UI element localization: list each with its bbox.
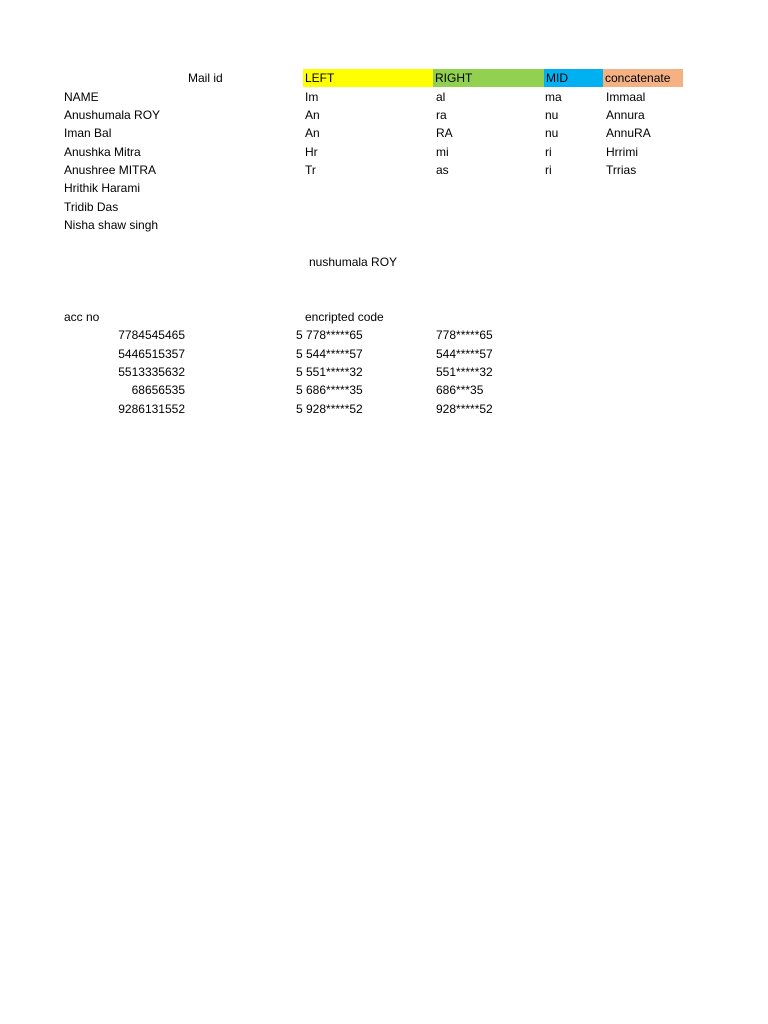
concat-cell[interactable]: Trrias [606, 163, 637, 177]
masked-code-cell[interactable]: 928*****52 [436, 402, 493, 416]
right-header[interactable]: RIGHT [433, 69, 544, 87]
encrypted-code-header[interactable]: encripted code [305, 310, 384, 324]
left-cell[interactable]: Im [305, 90, 319, 104]
right-cell[interactable]: al [436, 90, 446, 104]
mid-cell[interactable]: ri [545, 145, 552, 159]
mid-cell[interactable]: ri [545, 163, 552, 177]
acc-no-cell[interactable]: 68656535 [131, 383, 185, 397]
masked-code-cell[interactable]: 551*****32 [436, 365, 493, 379]
name-cell[interactable]: Anushumala ROY [64, 108, 161, 122]
right-cell[interactable]: RA [436, 126, 453, 140]
name-header[interactable]: NAME [64, 90, 99, 104]
acc-no-cell[interactable]: 5513335632 [118, 365, 185, 379]
mid-cell[interactable]: nu [545, 108, 559, 122]
name-cell[interactable]: Hrithik Harami [64, 181, 141, 195]
left-cell[interactable]: Tr [305, 163, 316, 177]
left-header[interactable]: LEFT [303, 69, 433, 87]
mid-cell[interactable]: nu [545, 126, 559, 140]
mid-header[interactable]: MID [544, 69, 604, 87]
name-cell[interactable]: Tridib Das [64, 200, 119, 214]
encrypted-code-cell[interactable]: 5 544*****57 [296, 347, 363, 361]
encrypted-code-cell[interactable]: 5 778*****65 [296, 328, 363, 342]
mid-cell[interactable]: ma [545, 90, 562, 104]
left-cell[interactable]: Hr [305, 145, 318, 159]
concat-cell[interactable]: Hrrimi [606, 145, 638, 159]
acc-no-header[interactable]: acc no [64, 310, 100, 324]
encrypted-code-cell[interactable]: 5 686*****35 [296, 383, 363, 397]
name-cell[interactable]: Anushka Mitra [64, 145, 141, 159]
acc-no-cell[interactable]: 5446515357 [118, 347, 185, 361]
right-cell[interactable]: ra [436, 108, 447, 122]
extracted-name-cell[interactable]: nushumala ROY [309, 255, 398, 269]
encrypted-code-cell[interactable]: 5 928*****52 [296, 402, 363, 416]
name-cell[interactable]: Nisha shaw singh [64, 218, 159, 232]
concat-cell[interactable]: Immaal [606, 90, 646, 104]
concat-cell[interactable]: AnnuRA [606, 126, 651, 140]
masked-code-cell[interactable]: 778*****65 [436, 328, 493, 342]
name-cell[interactable]: Anushree MITRA [64, 163, 157, 177]
encrypted-code-cell[interactable]: 5 551*****32 [296, 365, 363, 379]
concatenate-header[interactable]: concatenate [603, 69, 683, 87]
name-cell[interactable]: Iman Bal [64, 126, 112, 140]
acc-no-cell[interactable]: 9286131552 [118, 402, 185, 416]
masked-code-cell[interactable]: 686***35 [436, 383, 484, 397]
left-cell[interactable]: An [305, 126, 320, 140]
masked-code-cell[interactable]: 544*****57 [436, 347, 493, 361]
right-cell[interactable]: as [436, 163, 449, 177]
acc-no-cell[interactable]: 7784545465 [118, 328, 185, 342]
mail-id-header[interactable]: Mail id [188, 71, 223, 85]
right-cell[interactable]: mi [436, 145, 449, 159]
concat-cell[interactable]: Annura [606, 108, 645, 122]
left-cell[interactable]: An [305, 108, 320, 122]
